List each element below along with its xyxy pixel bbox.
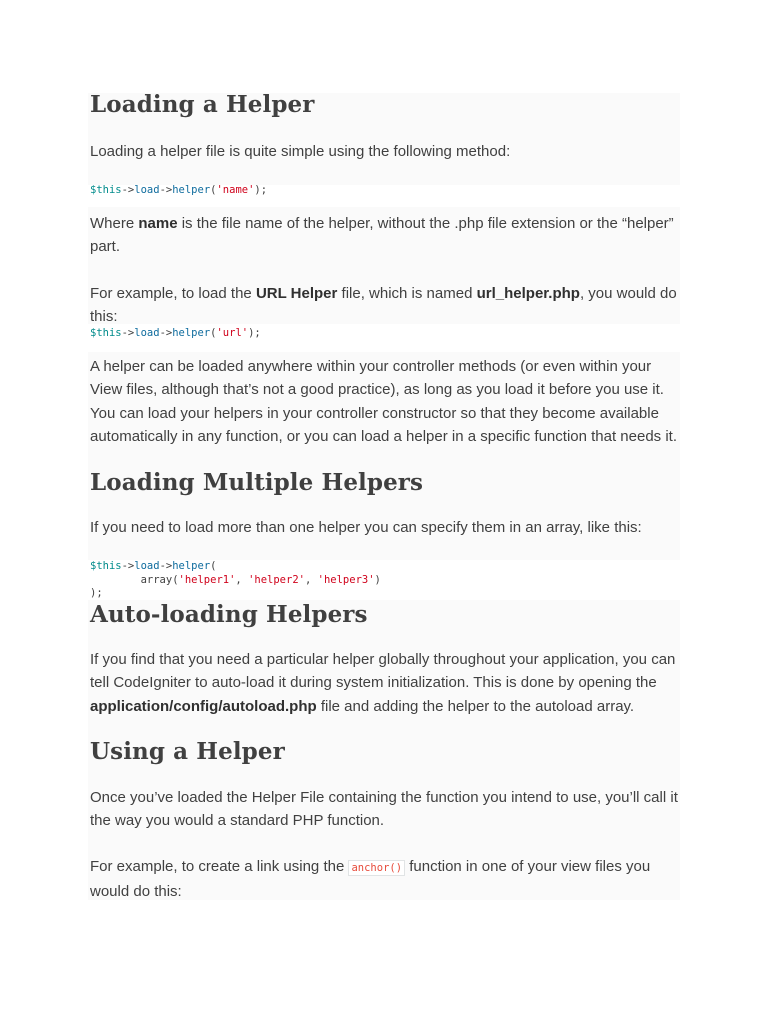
code-token: ); xyxy=(254,184,268,196)
section-heading-using-a-helper: Using a Helper xyxy=(90,738,285,765)
bold-term-name: name xyxy=(138,215,178,232)
code-token: ) xyxy=(374,573,381,586)
code-token: -> xyxy=(121,184,135,196)
text-run: is the file name of the helper, without the .php file extension or the “helper” part. xyxy=(90,215,674,256)
text-run: file, which is named xyxy=(337,285,477,302)
code-token: ( xyxy=(210,327,217,339)
code-token: -> xyxy=(159,327,173,339)
paragraph-loading-intro: Loading a helper file is quite simple using the following method: xyxy=(90,143,511,160)
code-token: load xyxy=(134,184,160,196)
paragraph-url-helper-example xyxy=(90,282,680,329)
text-run: Where xyxy=(90,215,139,232)
paragraph-autoload xyxy=(90,648,680,718)
text-run: For example, to load the xyxy=(90,285,256,302)
text-run: function in one of your view files you would do this: xyxy=(90,858,651,901)
paragraph-anchor-example xyxy=(90,855,680,904)
code-token: 'helper3' xyxy=(317,573,375,586)
code-token: helper xyxy=(172,327,211,339)
code-block-load-array xyxy=(90,560,381,601)
code-block-load-url xyxy=(90,327,261,341)
text-run: If you find that you need a particular helper globally throughout your application, you can tell CodeIgniter to auto-load it during system initialization. This is done by opening the xyxy=(90,651,676,692)
code-token: $this xyxy=(90,327,122,339)
text-run: , you would do this: xyxy=(90,285,677,326)
code-token: -> xyxy=(121,327,135,339)
code-token: load xyxy=(134,560,160,572)
code-token: ( xyxy=(210,560,217,572)
bold-term-url-helper: URL Helper xyxy=(255,285,338,302)
text-run: For example, to create a link using the xyxy=(90,858,349,875)
code-token: array xyxy=(140,573,173,586)
code-token: 'helper2' xyxy=(248,573,305,586)
code-token: helper xyxy=(172,184,211,196)
code-token: ); xyxy=(248,327,261,339)
code-token: $this xyxy=(90,560,122,572)
paragraph-multiple-intro: If you need to load more than one helper you can specify them in an array, like this: xyxy=(90,519,642,536)
code-block-load-name xyxy=(90,184,267,198)
code-token: $this xyxy=(90,184,122,196)
paragraph-load-anywhere: A helper can be loaded anywhere within your controller methods (or even within your View files, although that’s not a good practice), as long as you load it before you use it. You can load your helpers in your controller constructor so that they become available automatically in any function, or you can load a helper in a specific function that needs it. xyxy=(90,358,678,446)
inline-code-anchor: anchor() xyxy=(348,860,405,876)
bold-term-url-helper-php: url_helper.php xyxy=(476,285,580,302)
code-indent xyxy=(90,574,141,586)
code-token: 'url' xyxy=(216,327,249,339)
code-token: -> xyxy=(121,560,135,572)
paragraph-where-name xyxy=(90,212,680,259)
code-token: , xyxy=(304,573,318,586)
code-token: 'name' xyxy=(216,184,255,196)
code-token: ); xyxy=(90,587,103,599)
section-heading-auto-loading-helpers: Auto-loading Helpers xyxy=(90,601,368,628)
code-token: -> xyxy=(159,184,173,196)
code-token: -> xyxy=(159,560,173,572)
code-token: ( xyxy=(172,573,179,586)
section-heading-loading-a-helper: Loading a Helper xyxy=(90,91,315,118)
code-token: load xyxy=(134,327,160,339)
text-run: file and adding the helper to the autoload array. xyxy=(316,697,635,715)
bold-term-autoload-path: application/config/autoload.php xyxy=(90,697,317,715)
code-token: 'helper1' xyxy=(178,573,236,586)
paragraph-using-intro: Once you’ve loaded the Helper File containing the function you intend to use, you’ll call it the way you would a standard PHP function. xyxy=(90,789,678,830)
code-token: ( xyxy=(210,184,217,196)
code-token: helper xyxy=(172,560,211,572)
section-heading-loading-multiple-helpers: Loading Multiple Helpers xyxy=(90,469,424,496)
code-token: , xyxy=(235,573,249,586)
